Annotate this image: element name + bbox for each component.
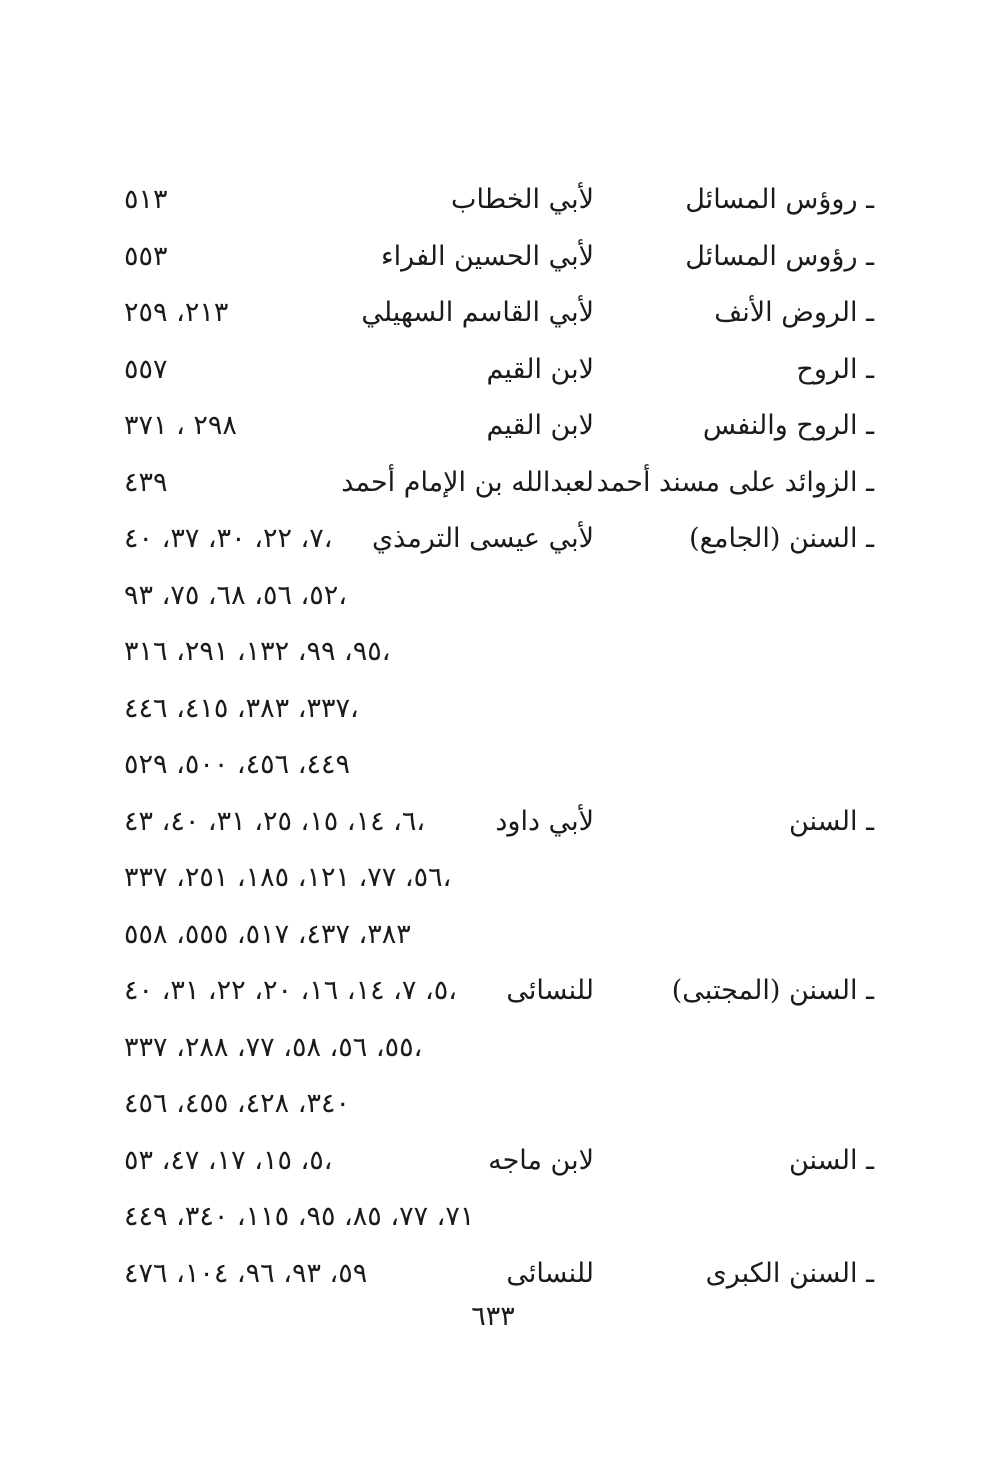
index-entry [0, 738, 986, 792]
entry-title: ـ السنن (الجامع) [689, 523, 874, 554]
index-entry [0, 1134, 986, 1188]
index-entry [0, 1190, 986, 1244]
entry-author: لأبي الخطاب [451, 184, 594, 215]
entry-author: لأبي داود [495, 805, 594, 837]
entry-title: ـ الروح [796, 353, 874, 385]
entry-title: ـ السنن (المجتبى) [671, 975, 874, 1006]
entry-pages: ٥١٣ [124, 184, 168, 215]
entry-author: لعبدالله بن الإمام أحمد [341, 466, 594, 498]
entry-pages: ٢٩٨ ، ٣٧١ [124, 410, 237, 441]
entry-pages: ٥٩، ٩٣، ٩٦، ١٠٤، ٤٧٦ [124, 1257, 368, 1289]
entry-author: لأبي الحسين الفراء [380, 240, 594, 272]
entry-author: لأبي عيسى الترمذي [372, 523, 594, 554]
index-entry [0, 1077, 986, 1131]
entry-title: ـ السنن [788, 805, 874, 837]
entry-pages: ٥، ١٥، ١٧، ٤٧، ٥٣، [124, 1144, 333, 1176]
index-entry [0, 908, 986, 962]
entry-pages: ٣٤٠، ٤٢٨، ٤٥٥، ٤٥٦ [124, 1088, 350, 1119]
entry-pages: ٥، ٧، ١٤، ١٦، ٢٠، ٢٢، ٣١، ٤٠، [124, 975, 457, 1006]
entry-pages: ٤٤٩، ٤٥٦، ٥٠٠، ٥٢٩ [124, 749, 350, 780]
page-number: ٦٣٣ [471, 1301, 515, 1332]
entry-pages: ٧١، ٧٧، ٨٥، ٩٥، ١١٥، ٣٤٠، ٤٤٩ [124, 1201, 475, 1232]
entry-author: لابن القيم [486, 353, 594, 385]
entry-pages: ٥٢، ٥٦، ٦٨، ٧٥، ٩٣، [124, 579, 347, 611]
entry-author: للنسائى [506, 1257, 594, 1289]
entry-pages: ٣٨٣، ٤٣٧، ٥١٧، ٥٥٥، ٥٥٨ [124, 918, 411, 950]
entry-title: ـ روؤس المسائل [685, 184, 874, 215]
index-entry [0, 343, 986, 397]
index-entry [0, 851, 986, 905]
index-entry [0, 625, 986, 679]
entry-title: ـ رؤوس المسائل [685, 240, 874, 272]
entry-title: ـ الروض الأنف [714, 297, 874, 328]
index-entry [0, 964, 986, 1018]
index-entry [0, 456, 986, 510]
entry-pages: ٦، ١٤، ١٥، ٢٥، ٣١، ٤٠، ٤٣، [124, 805, 426, 837]
entry-pages: ٧، ٢٢، ٣٠، ٣٧، ٤٠، [124, 523, 333, 554]
index-entry [0, 512, 986, 566]
entry-pages: ٤٣٩ [124, 466, 168, 498]
entry-author: لأبي القاسم السهيلي [361, 297, 594, 328]
entry-author: لابن القيم [486, 410, 594, 441]
entry-pages: ٩٥، ٩٩، ١٣٢، ٢٩١، ٣١٦، [124, 636, 391, 667]
index-entry [0, 795, 986, 849]
entry-author: للنسائى [506, 975, 594, 1006]
entry-pages: ٥٥٣ [124, 240, 168, 272]
index-entry [0, 1021, 986, 1075]
entry-author: لابن ماجه [488, 1144, 594, 1176]
index-entry [0, 230, 986, 284]
entry-title: ـ الزوائد على مسند أحمد [596, 466, 874, 498]
entry-pages: ٥٥، ٥٦، ٥٨، ٧٧، ٢٨٨، ٣٣٧، [124, 1031, 423, 1063]
index-entry [0, 399, 986, 453]
index-entry [0, 569, 986, 623]
entry-title: ـ الروح والنفس [702, 410, 874, 441]
index-entry [0, 286, 986, 340]
entry-pages: ٥٦، ٧٧، ١٢١، ١٨٥، ٢٥١، ٣٣٧، [124, 862, 452, 893]
entry-pages: ٥٥٧ [124, 353, 168, 385]
entry-pages: ٣٣٧، ٣٨٣، ٤١٥، ٤٤٦، [124, 692, 359, 724]
entry-pages: ٢١٣، ٢٥٩ [124, 297, 229, 328]
entry-title: ـ السنن الكبرى [705, 1257, 874, 1289]
index-entry [0, 682, 986, 736]
entry-title: ـ السنن [788, 1144, 874, 1176]
index-entry [0, 173, 986, 227]
